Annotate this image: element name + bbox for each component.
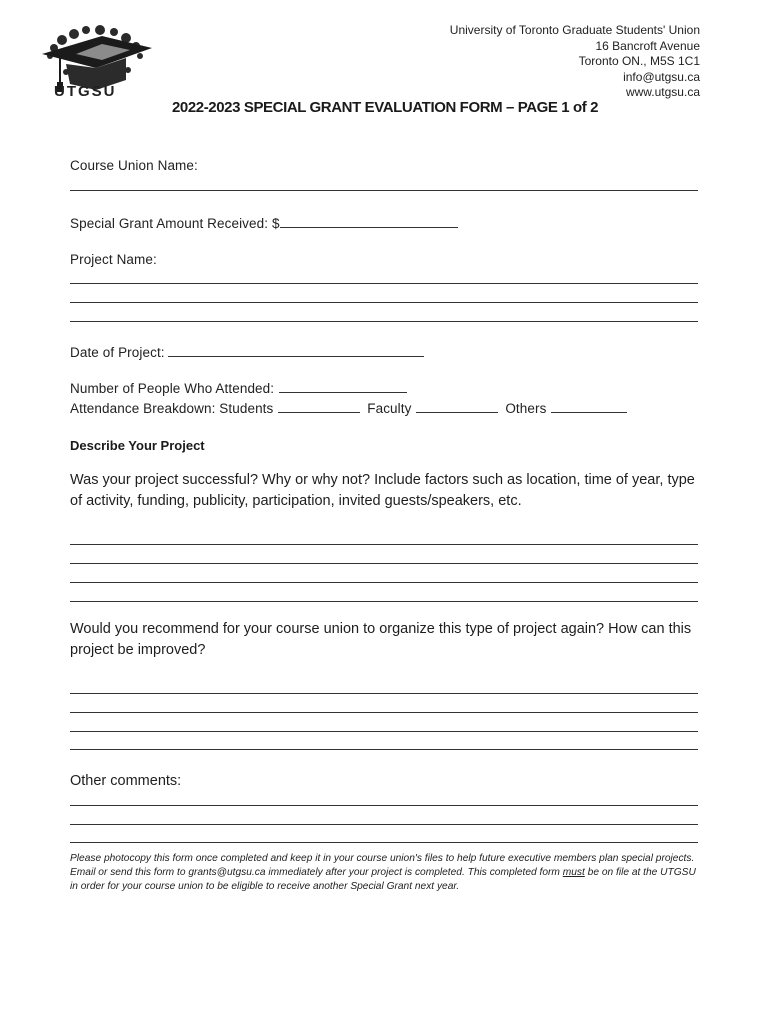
project-name-label: Project Name:	[70, 252, 157, 267]
street-address: 16 Bancroft Avenue	[595, 38, 700, 53]
city-postal: Toronto ON., M5S 1C1	[578, 54, 700, 68]
students-field[interactable]	[278, 400, 360, 413]
faculty-label: Faculty	[367, 401, 412, 416]
answer1-line-4[interactable]	[70, 601, 698, 602]
website-link[interactable]: www.utgsu.ca	[625, 85, 700, 99]
answer2-line-1[interactable]	[70, 693, 698, 694]
answer2-line-2[interactable]	[70, 712, 698, 713]
email-link[interactable]: info@utgsu.ca	[623, 69, 700, 84]
answer2-line-3[interactable]	[70, 731, 698, 732]
grant-amount-label: Special Grant Amount Received: $	[70, 215, 458, 231]
footer-instructions: Please photocopy this form once completed and keep it in your course union's files to help future executive members plan special projects. Email or send this form to grants@utgsu.ca immediately after your project is completed. This completed form must be on file at the UTGSU in order for your course union to be eligible to receive another Special Grant next year.	[70, 853, 696, 892]
answer1-line-2[interactable]	[70, 563, 698, 564]
answer1-line-1[interactable]	[70, 544, 698, 545]
logo-text: UTGSU	[54, 83, 117, 100]
comments-line-3[interactable]	[70, 842, 698, 843]
project-name-line-3[interactable]	[70, 321, 698, 322]
address-block	[450, 23, 700, 101]
faculty-field[interactable]	[416, 400, 498, 413]
comments-line-2[interactable]	[70, 824, 698, 825]
attendance-breakdown-row	[70, 400, 627, 416]
attended-field[interactable]	[279, 380, 407, 393]
course-union-field[interactable]	[70, 190, 698, 191]
describe-project-heading: Describe Your Project	[70, 438, 205, 453]
page-title: 2022-2023 SPECIAL GRANT EVALUATION FORM – PAGE 1 of 2	[171, 99, 599, 116]
other-comments-label: Other comments:	[70, 773, 182, 789]
org-name: University of Toronto Graduate Students' Union	[449, 23, 700, 37]
breakdown-students-label: Attendance Breakdown: Students	[70, 401, 274, 416]
others-label: Others	[505, 401, 547, 416]
others-field[interactable]	[551, 400, 627, 413]
attended-label: Number of People Who Attended:	[70, 380, 407, 396]
grant-amount-field[interactable]	[280, 215, 458, 228]
answer1-line-3[interactable]	[70, 582, 698, 583]
project-name-line-1[interactable]	[70, 283, 698, 284]
answer2-line-4[interactable]	[70, 749, 698, 750]
date-field[interactable]	[168, 344, 424, 357]
comments-line-1[interactable]	[70, 805, 698, 806]
date-label: Date of Project:	[70, 344, 424, 360]
question-success: Was your project successful? Why or why not? Include factors such as location, time of year, type of activity, funding, publicity, participation, invited guests/speakers, etc.	[70, 472, 695, 509]
course-union-label: Course Union Name:	[70, 158, 198, 173]
project-name-line-2[interactable]	[70, 302, 698, 303]
question-recommend: Would you recommend for your course union to organize this type of project again? How can this project be improved?	[70, 621, 692, 658]
